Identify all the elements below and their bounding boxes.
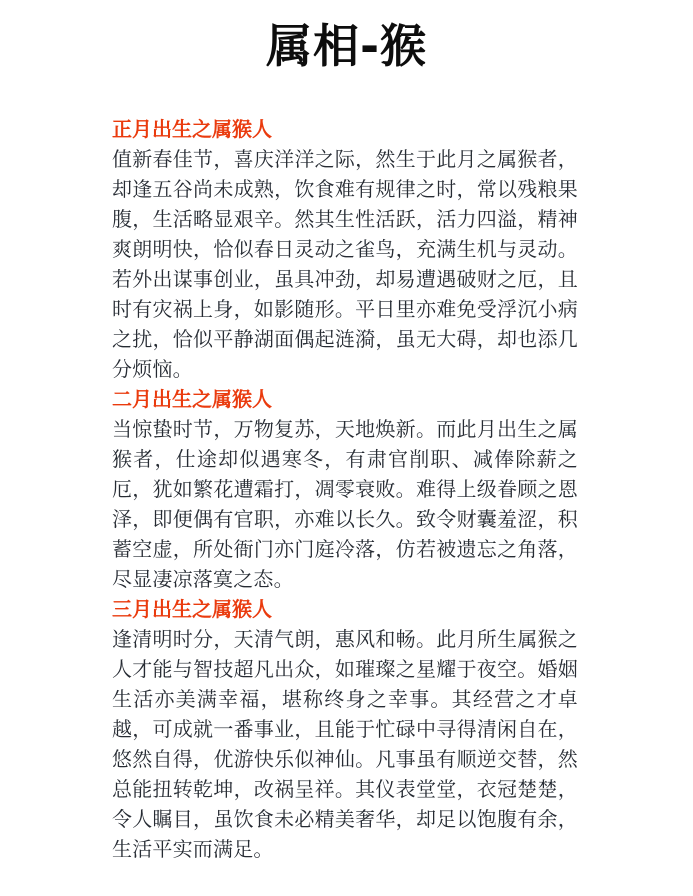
section-third-month <box>112 594 578 864</box>
section-body-third-month: 逢清明时分，天清气朗，惠风和畅。此月所生属猴之人才能与智技超凡出众，如璀璨之星耀于夜空。婚姻生活亦美满幸福，堪称终身之幸事。其经营之才卓越，可成就一番事业，且能于忙碌中寻得清闲自在，悠然自得，优游快乐似神仙。凡事虽有顺逆交替，然总能扭转乾坤，改祸呈祥。其仪表堂堂，衣冠楚楚，令人瞩目，虽饮食未必精美奢华，却足以饱腹有余，生活平实而满足。 <box>112 627 578 861</box>
page-title: 属相-猴 <box>265 19 428 73</box>
section-first-month <box>112 114 578 384</box>
section-heading-first-month: 正月出生之属猴人 <box>112 117 272 141</box>
section-second-month <box>112 384 578 594</box>
section-heading-third-month: 三月出生之属猴人 <box>112 597 272 621</box>
section-body-second-month: 当惊蛰时节，万物复苏，天地焕新。而此月出生之属猴者，仕途却似遇寒冬，有肃官削职、减俸除薪之厄，犹如繁花遭霜打，凋零衰败。难得上级眷顾之恩泽，即便偶有官职，亦难以长久。致令财囊羞涩，积蓄空虚，所处衙门亦门庭冷落，仿若被遗忘之角落，尽显凄凉落寞之态。 <box>112 417 578 591</box>
document-content <box>112 114 578 864</box>
section-heading-second-month: 二月出生之属猴人 <box>112 387 272 411</box>
section-body-first-month: 值新春佳节，喜庆洋洋之际，然生于此月之属猴者，却逢五谷尚未成熟，饮食难有规律之时，常以残粮果腹，生活略显艰辛。然其生性活跃，活力四溢，精神爽朗明快，恰似春日灵动之雀鸟，充满生机与灵动。若外出谋事创业，虽具冲劲，却易遭遇破财之厄，且时有灾祸上身，如影随形。平日里亦难免受浮沉小病之扰，恰似平静湖面偶起涟漪，虽无大碍，却也添几分烦恼。 <box>112 147 578 381</box>
